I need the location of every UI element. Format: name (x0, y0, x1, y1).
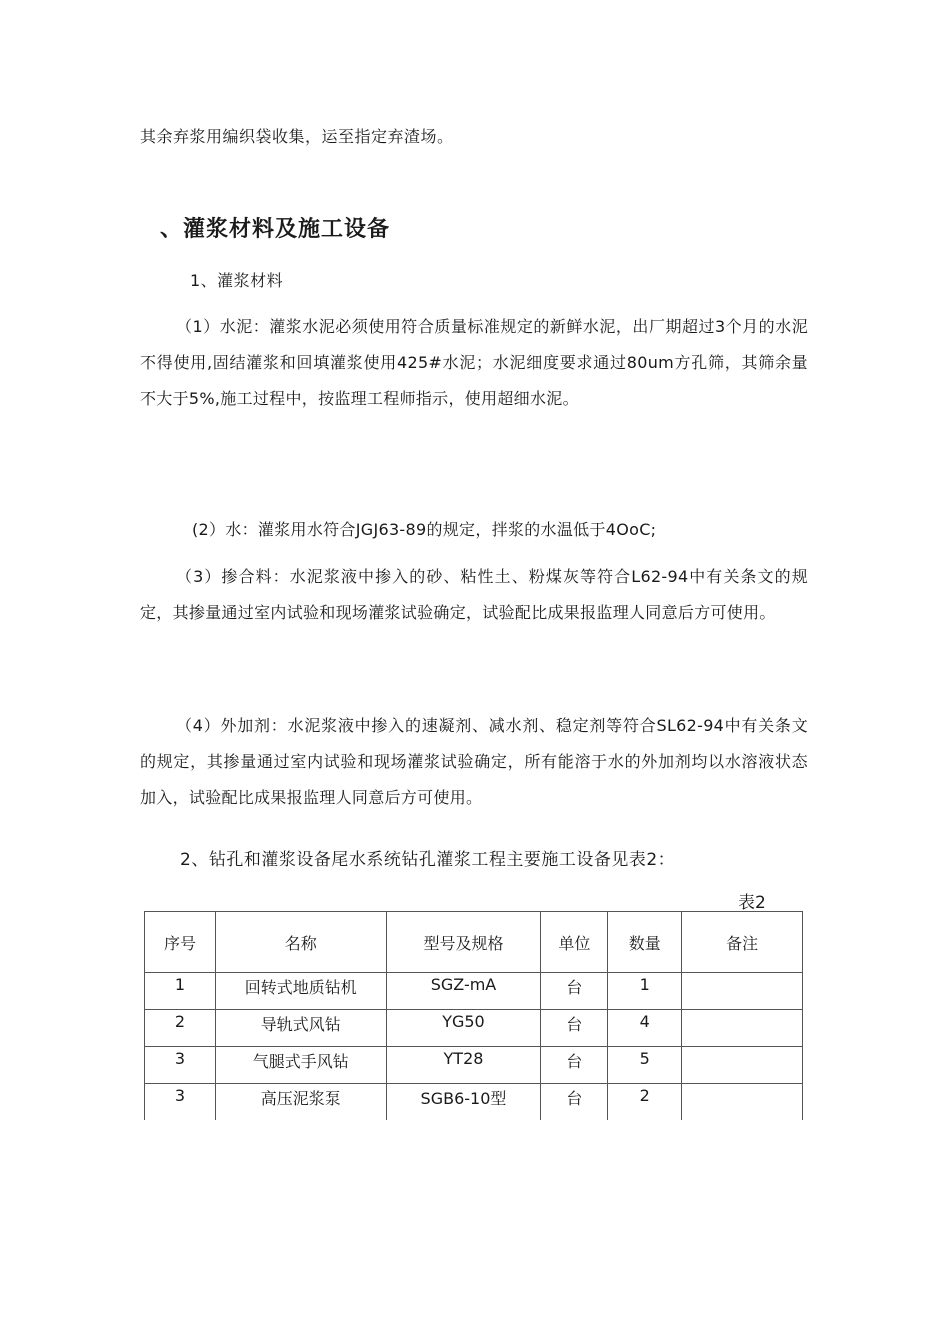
cell-index: 3 (145, 1047, 216, 1084)
table-row (145, 1047, 803, 1084)
cell-unit: 台 (541, 1010, 608, 1047)
cell-name: 回转式地质钻机 (215, 973, 386, 1010)
cell-quantity: 5 (608, 1047, 682, 1084)
cell-model: SGB6-10型 (386, 1084, 541, 1121)
table-row (145, 1084, 803, 1121)
header-model: 型号及规格 (386, 912, 541, 973)
header-name: 名称 (215, 912, 386, 973)
subheading-materials: 1、灌浆材料 (190, 271, 284, 290)
subheading-equipment: 2、钻孔和灌浆设备尾水系统钻孔灌浆工程主要施工设备见表2： (180, 850, 676, 870)
cell-name: 高压泥浆泵 (215, 1084, 386, 1121)
intro-line: 其余弃浆用编织袋收集，运至指定弃渣场。 (140, 127, 454, 146)
paragraph-water: (2）水：灌浆用水符合JGJ63-89的规定，拌浆的水温低于4OoC; (192, 520, 657, 539)
cell-remarks (682, 1047, 803, 1084)
paragraph-admixture: （3）掺合料：水泥浆液中掺入的砂、粘性土、粉煤灰等符合L62-94中有关条文的规定，其掺量通过室内试验和现场灌浆试验确定，试验配比成果报监理人同意后方可使用。 (140, 567, 808, 622)
cell-quantity: 1 (608, 973, 682, 1010)
cell-unit: 台 (541, 973, 608, 1010)
cell-unit: 台 (541, 1084, 608, 1121)
cell-remarks (682, 1010, 803, 1047)
table-row (145, 973, 803, 1010)
cell-model: YT28 (386, 1047, 541, 1084)
cell-unit: 台 (541, 1047, 608, 1084)
cell-model: SGZ-mA (386, 973, 541, 1010)
cell-model: YG50 (386, 1010, 541, 1047)
cell-index: 3 (145, 1084, 216, 1121)
equipment-table (144, 911, 803, 1120)
section-heading: 、灌浆材料及施工设备 (160, 217, 391, 242)
table-header-row (145, 912, 803, 973)
cell-remarks (682, 973, 803, 1010)
table-row (145, 1010, 803, 1047)
cell-quantity: 4 (608, 1010, 682, 1047)
paragraph-cement: （1）水泥：灌浆水泥必须使用符合质量标准规定的新鲜水泥，出厂期超过3个月的水泥不得使用,固结灌浆和回填灌浆使用425#水泥；水泥细度要求通过80um方孔筛，其筛余量不大于5%,施工过程中，按监理工程师指示，使用超细水泥。 (140, 317, 808, 408)
table-caption: 表2 (738, 893, 766, 913)
header-index: 序号 (145, 912, 216, 973)
cell-quantity: 2 (608, 1084, 682, 1121)
paragraph-additive: （4）外加剂：水泥浆液中掺入的速凝剂、减水剂、稳定剂等符合SL62-94中有关条文的规定，其掺量通过室内试验和现场灌浆试验确定，所有能溶于水的外加剂均以水溶液状态加入，试验配比成果报监理人同意后方可使用。 (140, 716, 808, 807)
cell-remarks (682, 1084, 803, 1121)
header-unit: 单位 (541, 912, 608, 973)
cell-name: 导轨式风钻 (215, 1010, 386, 1047)
header-remarks: 备注 (682, 912, 803, 973)
cell-name: 气腿式手风钻 (215, 1047, 386, 1084)
cell-index: 2 (145, 1010, 216, 1047)
header-quantity: 数量 (608, 912, 682, 973)
cell-index: 1 (145, 973, 216, 1010)
